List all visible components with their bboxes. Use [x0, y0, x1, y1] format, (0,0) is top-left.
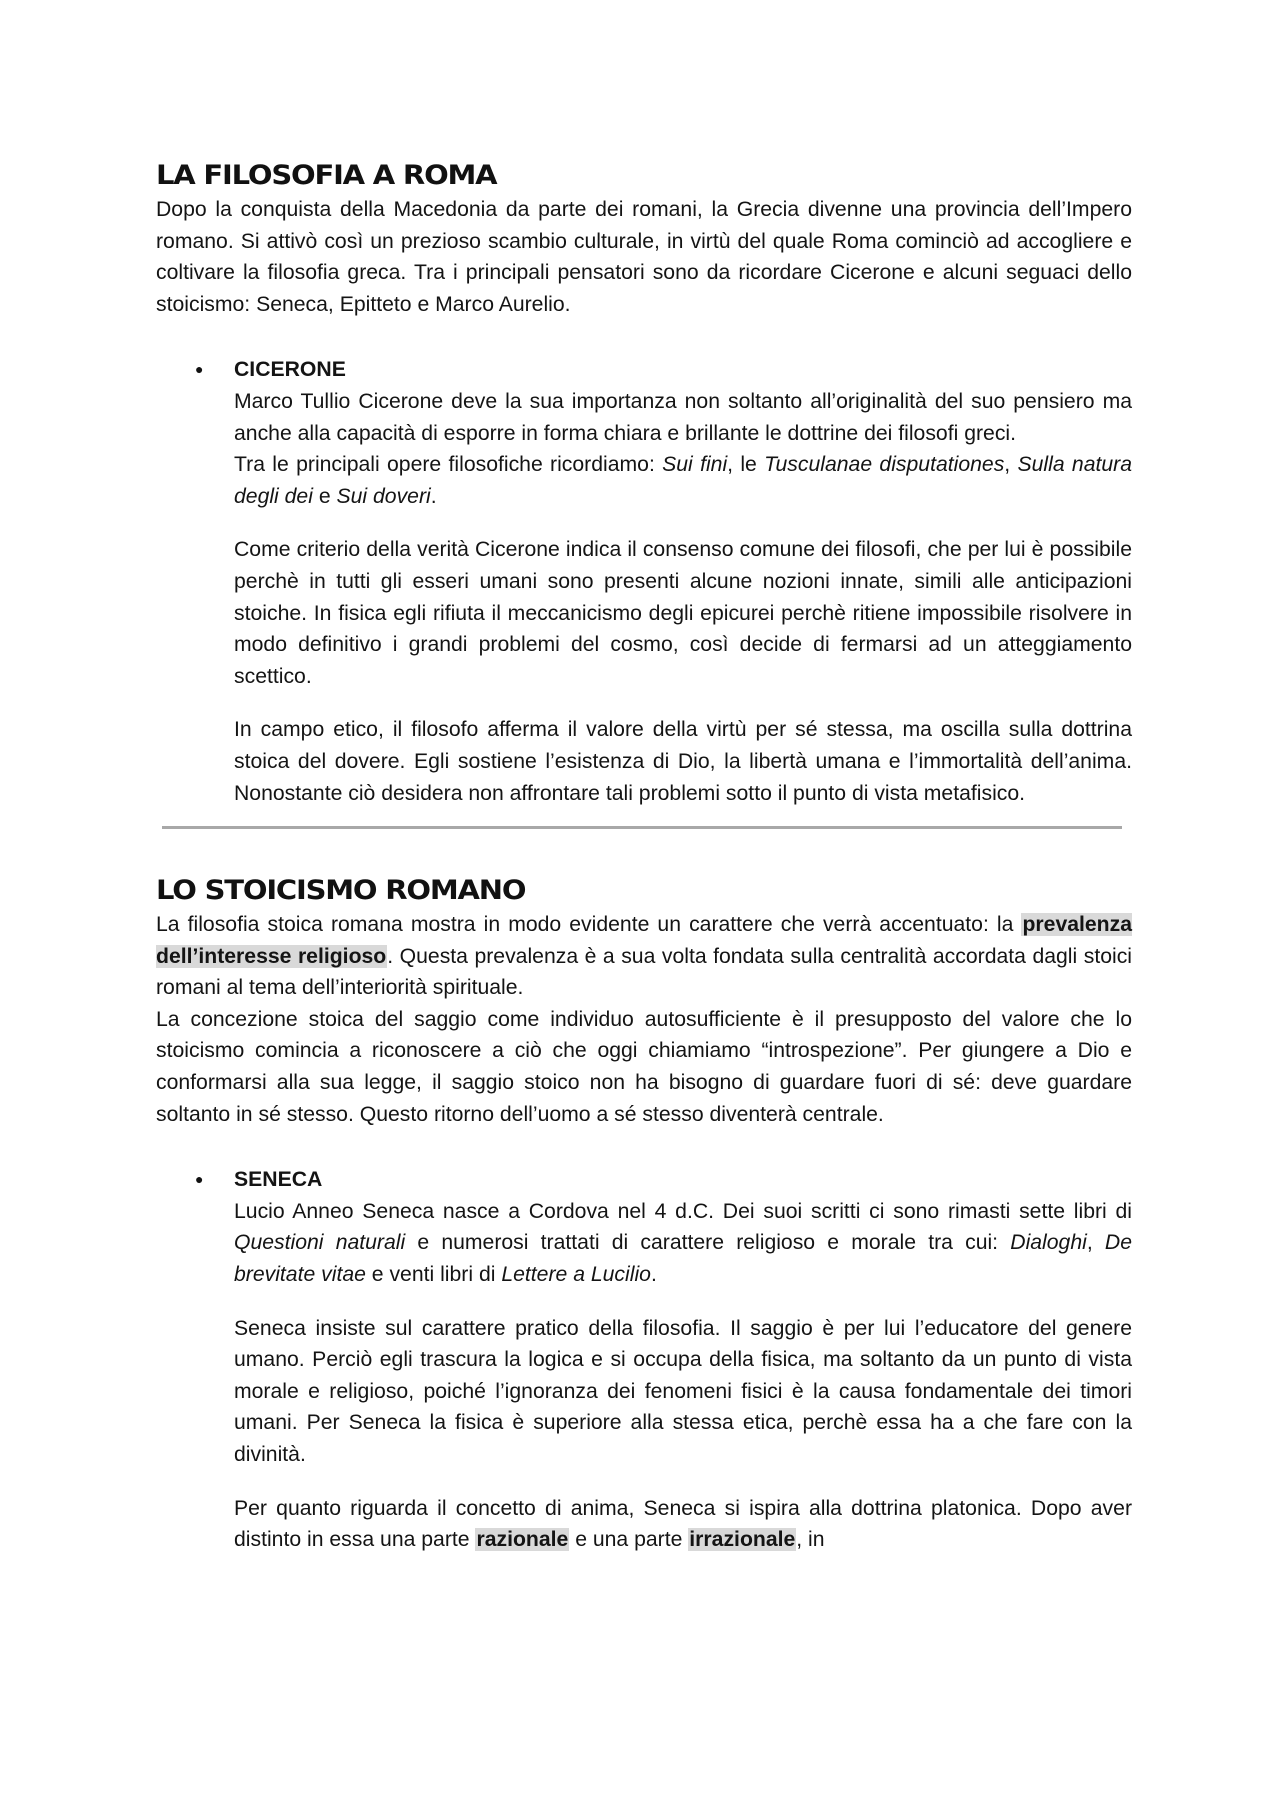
- spacer: [234, 1291, 1132, 1313]
- cicerone-paragraph-1: Marco Tullio Cicerone deve la sua importanza non soltanto all’originalità del suo pensiero ma anche alla capacità di esporre in forma chiara e brillante le dottrine dei filosofi greci.: [234, 389, 1132, 445]
- item-title-seneca: SENECA: [234, 1168, 323, 1192]
- stoicismo-intro-paragraph: [156, 909, 1132, 1004]
- highlighted-phrase: prevalenza dell’interesse religioso: [156, 913, 1132, 968]
- spacer: [234, 1471, 1132, 1493]
- stoicismo-intro-paragraph-2: La concezione stoica del saggio come individuo autosufficiente è il presupposto del valore che lo stoicismo comincia a riconoscere a ciò che oggi chiamiamo “introspezione”. Per giungere a Dio e conformarsi alla sua legge, il saggio stoico non ha bisogno di guardare fuori di sé: deve guardare soltanto in sé stesso. Questo ritorno dell’uomo a sé stesso diventerà centrale.: [156, 1007, 1132, 1126]
- text-run: , in: [796, 1528, 825, 1552]
- text-run: ,: [1086, 1231, 1105, 1255]
- text-run: e numerosi trattati di carattere religioso e morale tra cui:: [405, 1231, 1011, 1255]
- intro-paragraph: Dopo la conquista della Macedonia da parte dei romani, la Grecia divenne una provincia dell’Impero romano. Si attivò così un prezioso scambio culturale, in virtù del quale Roma cominciò ad accogliere e coltivare la filosofia greca. Tra i principali pensatori sono da ricordare Cicerone e alcuni seguaci dello stoicismo: Seneca, Epitteto e Marco Aurelio.: [156, 198, 1132, 316]
- seneca-paragraph-1: [234, 1196, 1132, 1291]
- spacer: [156, 829, 1132, 873]
- work-title: Sui doveri: [336, 484, 431, 508]
- spacer: [156, 320, 1132, 354]
- section-heading-filosofia-roma: LA FILOSOFIA A ROMA: [156, 158, 497, 191]
- work-title: Dialoghi: [1010, 1231, 1087, 1255]
- text-run: La filosofia stoica romana mostra in modo evidente un carattere che verrà accentuato: la: [156, 913, 1022, 937]
- text-run: ,: [1004, 453, 1018, 477]
- text-run: . Questa prevalenza è a sua volta fondata sulla centralità accordata dagli stoici romani al tema dell’interiorità spirituale.: [156, 944, 1132, 1000]
- highlighted-term: irrazionale: [689, 1528, 796, 1552]
- cicerone-paragraph-4: In campo etico, il filosofo afferma il valore della virtù per sé stessa, ma oscilla sulla dottrina stoica del dovere. Egli sostiene l’esistenza di Dio, la libertà umana e l’immortalità dell’anima. Nonostante ciò desidera non affrontare tali problemi sotto il punto di vista metafisico.: [234, 718, 1132, 805]
- item-title-cicerone: CICERONE: [234, 358, 346, 382]
- bullet-icon: ●: [195, 1171, 204, 1188]
- text-run: .: [650, 1263, 657, 1287]
- text-run: e: [312, 484, 337, 508]
- cicerone-works-paragraph: [234, 449, 1132, 512]
- seneca-paragraph-3: [234, 1493, 1132, 1556]
- spacer: [234, 692, 1132, 714]
- cicerone-paragraph-3: Come criterio della verità Cicerone indica il consenso comune dei filosofi, che per lui è possibile perchè in tutti gli esseri umani sono presenti alcune nozioni innate, simili alle anticipazioni stoiche. In fisica egli rifiuta il meccanicismo degli epicurei perchè ritiene impossibile risolvere in modo definitivo i grandi problemi del cosmo, così decide di fermarsi ad un atteggiamento scettico.: [234, 538, 1132, 688]
- text-run: e una parte: [569, 1528, 689, 1552]
- seneca-paragraph-2: Seneca insiste sul carattere pratico della filosofia. Il saggio è per lui l’educatore del genere umano. Perciò egli trascura la logica e si occupa della fisica, ma soltanto da un punto di vista morale e religioso, poiché l’ignoranza dei fenomeni fisici è la causa fondamentale dei timori umani. Per Seneca la fisica è superiore alla stessa etica, perchè essa ha a che fare con la divinità.: [234, 1316, 1132, 1466]
- list-item-cicerone: [156, 354, 1132, 809]
- work-title: Sui fini: [662, 453, 728, 477]
- work-title: De brevitate vitae: [234, 1231, 1132, 1287]
- text-run: Tra le principali opere filosofiche ricordiamo:: [234, 453, 663, 477]
- work-title: Lettere a Lucilio: [501, 1263, 651, 1287]
- text-run: , le: [727, 453, 765, 477]
- work-title: Sulla natura degli dei: [234, 453, 1132, 508]
- work-title: Tusculanae disputationes: [764, 453, 1005, 477]
- spacer: [234, 512, 1132, 534]
- text-run: Lucio Anneo Seneca nasce a Cordova nel 4 d.C. Dei suoi scritti ci sono rimasti sette libri di: [234, 1199, 1132, 1223]
- work-title: Questioni naturali: [234, 1231, 406, 1255]
- highlighted-term: razionale: [476, 1528, 569, 1552]
- text-run: .: [430, 484, 437, 508]
- section-heading-stoicismo-romano: LO STOICISMO ROMANO: [156, 874, 526, 906]
- page-content: [156, 158, 1132, 1556]
- text-run: Per quanto riguarda il concetto di anima, Seneca si ispira alla dottrina platonica. Dopo aver distinto in essa una parte: [234, 1496, 1132, 1552]
- spacer: [156, 1130, 1132, 1164]
- bullet-icon: ●: [195, 361, 204, 378]
- text-run: e venti libri di: [365, 1263, 502, 1287]
- list-item-seneca: [156, 1164, 1132, 1556]
